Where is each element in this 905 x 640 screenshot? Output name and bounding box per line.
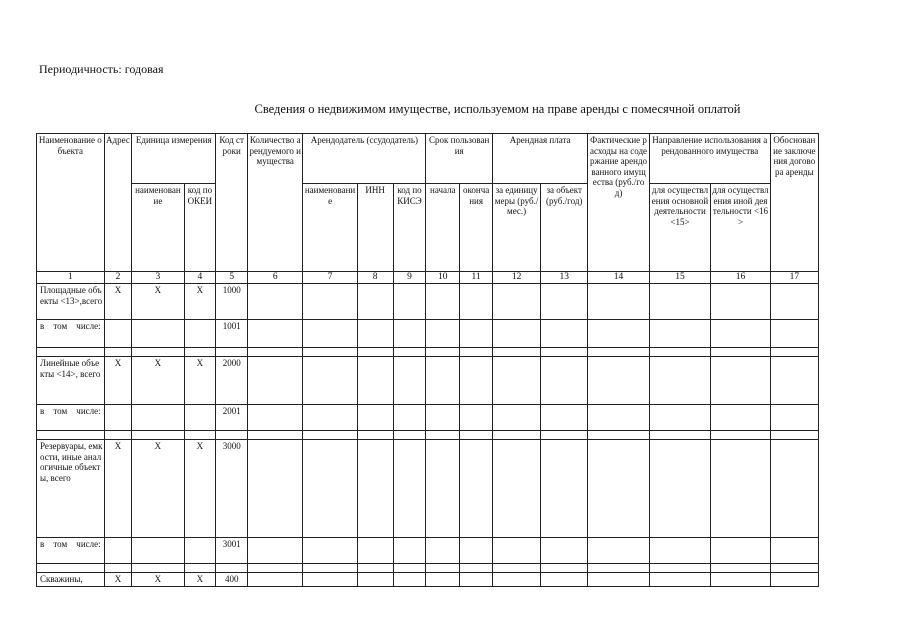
cell <box>426 357 460 405</box>
cell <box>649 538 710 564</box>
row-code: 400 <box>216 573 248 587</box>
cell <box>493 320 541 348</box>
cell <box>460 538 493 564</box>
col-group-rent: Арендная плата <box>493 134 588 184</box>
col-header-actual-costs: Фактические расходы на содержание арендованного имущества (руб./год) <box>588 134 649 272</box>
cell <box>541 440 588 538</box>
cell <box>588 320 649 348</box>
cell <box>303 405 357 431</box>
cell <box>711 573 770 587</box>
cell <box>357 538 393 564</box>
cell <box>460 440 493 538</box>
cell <box>541 357 588 405</box>
cell <box>104 405 132 431</box>
cell <box>711 357 770 405</box>
cell-okei: X <box>184 440 216 538</box>
cell <box>649 440 710 538</box>
cell <box>588 440 649 538</box>
table-row <box>37 573 819 587</box>
cell-okei: X <box>184 284 216 320</box>
col-header-row-code: Код строки <box>216 134 248 272</box>
cell <box>493 405 541 431</box>
cell <box>184 405 216 431</box>
cell <box>541 284 588 320</box>
cell <box>393 538 426 564</box>
cell <box>770 440 818 538</box>
cell-address: X <box>104 284 132 320</box>
cell <box>711 440 770 538</box>
cell <box>393 284 426 320</box>
col-header-name: Наименование объекта <box>37 134 105 272</box>
cell <box>770 357 818 405</box>
cell <box>357 573 393 587</box>
col-header-lessor-name: наименование <box>303 184 357 272</box>
cell <box>460 320 493 348</box>
col-header-rent-per-object: за объект (руб./год) <box>541 184 588 272</box>
cell-unit-name: X <box>132 284 184 320</box>
cell <box>460 405 493 431</box>
col-header-quantity: Количество арендуемого имущества <box>248 134 303 272</box>
cell <box>393 405 426 431</box>
cell <box>460 357 493 405</box>
cell-okei: X <box>184 573 216 587</box>
row-code: 3001 <box>216 538 248 564</box>
col-number: 5 <box>216 272 248 284</box>
cell <box>588 573 649 587</box>
cell <box>357 320 393 348</box>
table-row <box>37 405 819 431</box>
col-group-lessor: Арендодатель (ссудодатель) <box>303 134 426 184</box>
cell <box>770 538 818 564</box>
cell <box>426 405 460 431</box>
table-row <box>37 320 819 348</box>
table-row <box>37 440 819 538</box>
periodicity-label: Периодичность: годовая <box>39 62 164 76</box>
cell-address: X <box>104 440 132 538</box>
col-header-term-start: начала <box>426 184 460 272</box>
cell <box>357 357 393 405</box>
cell <box>303 320 357 348</box>
cell <box>649 320 710 348</box>
cell-okei: X <box>184 357 216 405</box>
cell-address: X <box>104 357 132 405</box>
col-number: 14 <box>588 272 649 284</box>
column-numbers-row <box>37 272 819 284</box>
cell <box>132 405 184 431</box>
cell <box>493 440 541 538</box>
cell <box>393 320 426 348</box>
property-lease-table <box>36 133 819 587</box>
cell <box>393 440 426 538</box>
col-number: 3 <box>132 272 184 284</box>
cell <box>493 573 541 587</box>
col-group-unit: Единица измерения <box>132 134 216 184</box>
col-number: 11 <box>460 272 493 284</box>
row-code: 3000 <box>216 440 248 538</box>
cell <box>588 284 649 320</box>
cell <box>393 357 426 405</box>
cell <box>649 284 710 320</box>
cell <box>426 320 460 348</box>
cell <box>493 538 541 564</box>
cell <box>303 538 357 564</box>
spacer-row <box>37 564 819 573</box>
col-number: 1 <box>37 272 105 284</box>
col-header-okei: код по ОКЕИ <box>184 184 216 272</box>
cell <box>426 440 460 538</box>
col-number: 16 <box>711 272 770 284</box>
document-title: Сведения о недвижимом имуществе, используемом на праве аренды с помесячной оплатой <box>254 102 741 116</box>
cell <box>541 538 588 564</box>
col-number: 13 <box>541 272 588 284</box>
cell <box>770 405 818 431</box>
header-row-1 <box>37 134 819 184</box>
col-number: 8 <box>357 272 393 284</box>
cell <box>711 405 770 431</box>
row-name: в том числе: <box>37 405 105 431</box>
table-row <box>37 538 819 564</box>
col-number: 15 <box>649 272 710 284</box>
col-header-term-end: окончания <box>460 184 493 272</box>
row-code: 1001 <box>216 320 248 348</box>
table-row <box>37 357 819 405</box>
cell-address: X <box>104 573 132 587</box>
table-row <box>37 284 819 320</box>
cell <box>711 538 770 564</box>
cell <box>184 320 216 348</box>
cell <box>248 405 303 431</box>
cell <box>493 357 541 405</box>
cell <box>303 573 357 587</box>
col-header-rent-per-unit: за единицу меры (руб./мес.) <box>493 184 541 272</box>
cell <box>248 573 303 587</box>
col-group-term: Срок пользования <box>426 134 493 184</box>
cell-unit-name: X <box>132 573 184 587</box>
cell <box>357 440 393 538</box>
cell <box>649 573 710 587</box>
col-header-kise: код по КИСЭ <box>393 184 426 272</box>
col-group-purpose: Направление использования арендованного имущества <box>649 134 770 184</box>
cell <box>303 440 357 538</box>
cell <box>588 357 649 405</box>
cell <box>303 357 357 405</box>
cell <box>770 284 818 320</box>
col-number: 6 <box>248 272 303 284</box>
cell <box>393 573 426 587</box>
header-row-2 <box>37 184 819 272</box>
cell <box>541 405 588 431</box>
col-number: 17 <box>770 272 818 284</box>
row-code: 2001 <box>216 405 248 431</box>
cell <box>357 405 393 431</box>
cell <box>132 320 184 348</box>
row-name: в том числе: <box>37 320 105 348</box>
col-number: 7 <box>303 272 357 284</box>
cell <box>460 284 493 320</box>
cell-unit-name: X <box>132 440 184 538</box>
col-number: 9 <box>393 272 426 284</box>
cell <box>248 284 303 320</box>
cell <box>711 284 770 320</box>
cell <box>649 405 710 431</box>
row-code: 2000 <box>216 357 248 405</box>
cell <box>248 440 303 538</box>
row-name: в том числе: <box>37 538 105 564</box>
col-header-other-activity: для осуществления иной деятельности <16> <box>711 184 770 272</box>
cell <box>711 320 770 348</box>
cell <box>248 320 303 348</box>
cell <box>493 284 541 320</box>
cell <box>426 284 460 320</box>
cell <box>588 538 649 564</box>
col-header-main-activity: для осуществления основной деятельности <15> <box>649 184 710 272</box>
cell <box>649 357 710 405</box>
col-header-unit-name: наименование <box>132 184 184 272</box>
cell <box>426 573 460 587</box>
col-header-address: Адрес <box>104 134 132 272</box>
cell <box>104 320 132 348</box>
spacer-row <box>37 348 819 357</box>
col-number: 12 <box>493 272 541 284</box>
cell <box>184 538 216 564</box>
col-header-justification: Обоснование заключения договора аренды <box>770 134 818 272</box>
row-name: Площадные объекты <13>,всего <box>37 284 105 320</box>
col-number: 10 <box>426 272 460 284</box>
cell-unit-name: X <box>132 357 184 405</box>
spacer-row <box>37 431 819 440</box>
cell <box>541 320 588 348</box>
cell <box>770 573 818 587</box>
col-header-inn: ИНН <box>357 184 393 272</box>
row-name: Резервуары, емкости, иные аналогичные объекты, всего <box>37 440 105 538</box>
cell <box>248 538 303 564</box>
cell <box>132 538 184 564</box>
cell <box>770 320 818 348</box>
row-code: 1000 <box>216 284 248 320</box>
cell <box>357 284 393 320</box>
col-number: 4 <box>184 272 216 284</box>
col-number: 2 <box>104 272 132 284</box>
cell <box>460 573 493 587</box>
cell <box>248 357 303 405</box>
cell <box>541 573 588 587</box>
row-name: Скважины, <box>37 573 105 587</box>
row-name: Линейные объекты <14>, всего <box>37 357 105 405</box>
cell <box>426 538 460 564</box>
cell <box>104 538 132 564</box>
cell <box>303 284 357 320</box>
cell <box>588 405 649 431</box>
